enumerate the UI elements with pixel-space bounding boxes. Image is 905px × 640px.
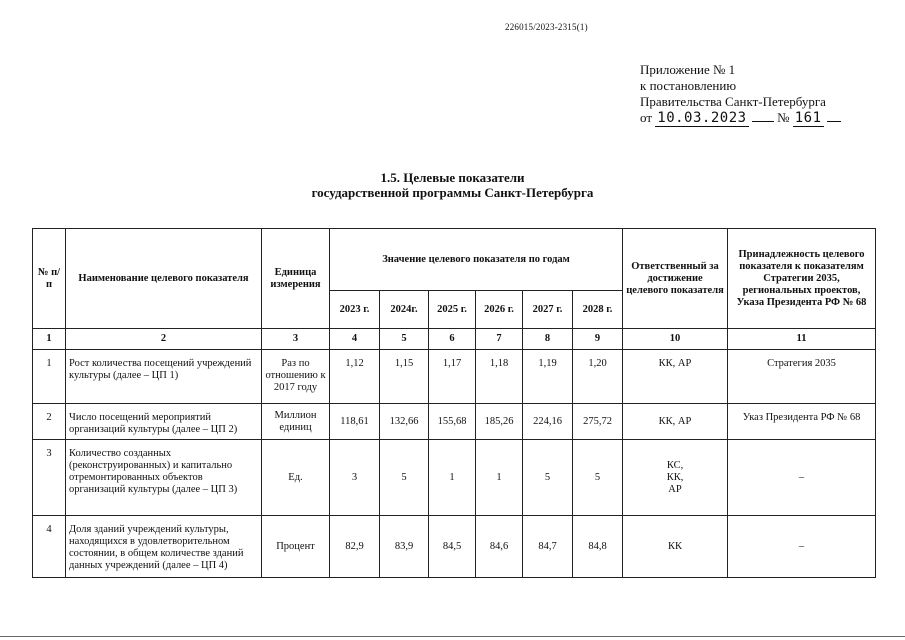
column-number: 3 [262,329,330,350]
document-registration-number: 226015/2023-2315(1) [505,22,588,32]
responsible-text: КС, КК, АР [666,459,684,495]
table-row [33,440,876,516]
indicator-value: 82,9 [330,516,380,578]
indicator-value: 185,26 [476,404,523,440]
indicator-value: 1 [476,440,523,516]
ownership: – [728,516,876,578]
header-num: № п/п [33,229,66,329]
indicator-value: 83,9 [380,516,429,578]
indicator-value: 84,5 [429,516,476,578]
indicator-value: 3 [330,440,380,516]
indicator-unit: Миллион единиц [262,404,330,440]
header-value-group: Значение целевого показателя по годам [330,229,623,291]
responsible: КК, АР [623,350,728,404]
column-number: 7 [476,329,523,350]
table-row [33,516,876,578]
indicator-name: Рост количества посещений учреждений культуры (далее – ЦП 1) [66,350,262,404]
row-number: 4 [33,516,66,578]
ownership: Указ Президента РФ № 68 [728,404,876,440]
header-name: Наименование целевого показателя [66,229,262,329]
page-title [0,170,905,200]
appendix-block [640,62,860,126]
indicator-value: 224,16 [523,404,573,440]
row-number: 2 [33,404,66,440]
responsible: КК, АР [623,404,728,440]
column-number: 10 [623,329,728,350]
decree-date: 10.03.2023 [657,110,747,126]
title-line-1: 1.5. Целевые показатели [380,170,525,185]
column-number: 5 [380,329,429,350]
indicator-value: 1 [429,440,476,516]
number-underline [827,111,841,122]
indicator-value: 1,20 [573,350,623,404]
indicator-unit: Процент [262,516,330,578]
indicator-value: 155,68 [429,404,476,440]
row-number: 3 [33,440,66,516]
indicator-value: 84,7 [523,516,573,578]
appendix-date-line [640,110,860,126]
page-bottom-edge [0,636,905,637]
header-year: 2027 г. [523,291,573,329]
column-number-row [33,329,876,350]
responsible [623,440,728,516]
header-year: 2024г. [380,291,429,329]
responsible: КК [623,516,728,578]
indicator-name: Количество созданных (реконструированных) и капитально отремонтированных объектов организаций культуры (далее – ЦП 3) [66,440,262,516]
indicator-unit: Раз по отношению к 2017 году [262,350,330,404]
header-ownership: Принадлежность целевого показателя к показателям Стратегии 2035, региональных проектов, Указа Президента РФ № 68 [728,229,876,329]
indicator-unit: Ед. [262,440,330,516]
ownership: – [728,440,876,516]
indicator-value: 1,15 [380,350,429,404]
indicator-value: 5 [380,440,429,516]
indicator-value: 1,18 [476,350,523,404]
column-number: 2 [66,329,262,350]
indicator-name: Число посещений мероприятий организаций культуры (далее – ЦП 2) [66,404,262,440]
indicator-value: 1,12 [330,350,380,404]
column-number: 1 [33,329,66,350]
header-year: 2025 г. [429,291,476,329]
ownership: Стратегия 2035 [728,350,876,404]
title-line-2: государственной программы Санкт-Петербурга [311,185,594,200]
date-prefix: от [640,110,653,125]
column-number: 4 [330,329,380,350]
indicator-value: 1,17 [429,350,476,404]
date-underline [752,111,774,122]
indicator-value: 84,8 [573,516,623,578]
column-number: 8 [523,329,573,350]
number-prefix: № [777,110,790,125]
table-row [33,350,876,404]
column-number: 11 [728,329,876,350]
row-number: 1 [33,350,66,404]
appendix-line-2: к постановлению [640,78,737,93]
column-number: 6 [429,329,476,350]
header-year: 2028 г. [573,291,623,329]
indicator-value: 275,72 [573,404,623,440]
decree-number: 161 [794,110,822,126]
indicator-value: 5 [523,440,573,516]
header-year: 2023 г. [330,291,380,329]
indicator-value: 5 [573,440,623,516]
appendix-line-3: Правительства Санкт-Петербурга [640,94,826,109]
column-number: 9 [573,329,623,350]
header-responsible: Ответственный за достижение целевого показателя [623,229,728,329]
target-indicators-table [32,228,876,578]
appendix-line-1: Приложение № 1 [640,62,736,77]
header-year: 2026 г. [476,291,523,329]
table-row [33,404,876,440]
indicator-value: 84,6 [476,516,523,578]
indicator-value: 1,19 [523,350,573,404]
indicator-name: Доля зданий учреждений культуры, находящихся в удовлетворительном состоянии, в общем количестве зданий данных учреждений (далее – ЦП 4) [66,516,262,578]
indicator-value: 118,61 [330,404,380,440]
indicator-value: 132,66 [380,404,429,440]
header-unit: Единица измерения [262,229,330,329]
